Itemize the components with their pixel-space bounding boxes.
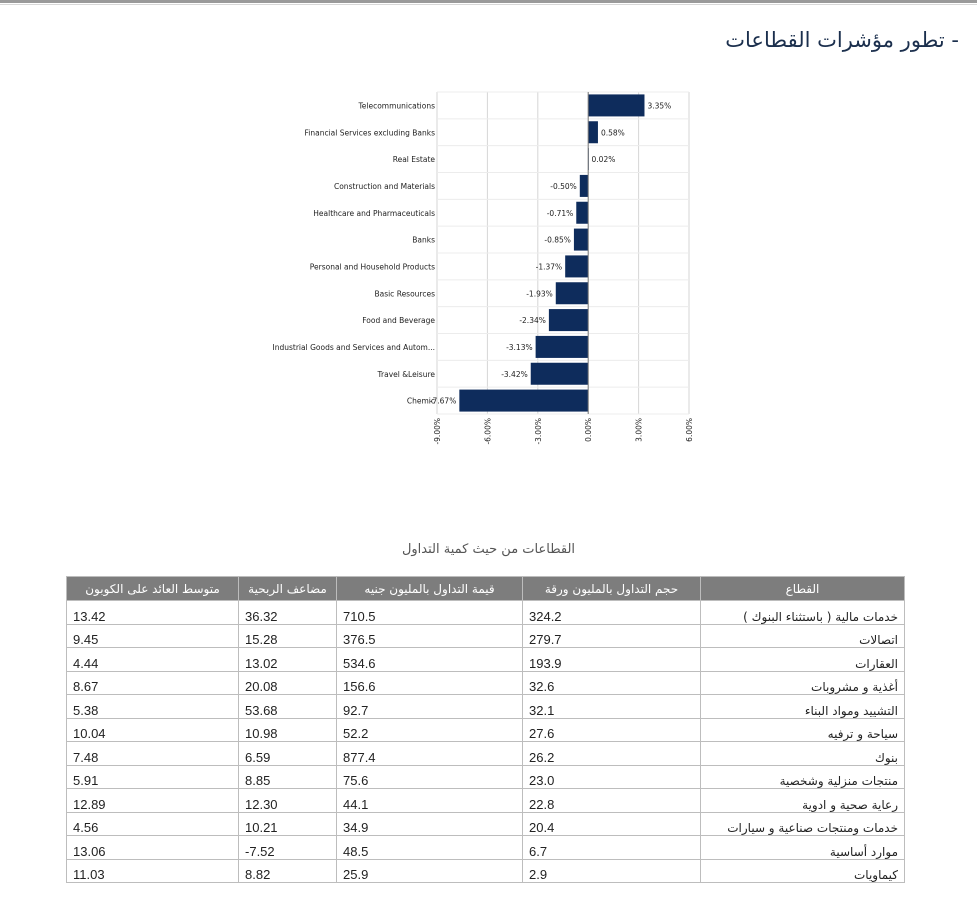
bar [576, 202, 588, 224]
category-label: Travel &Leisure [377, 369, 435, 379]
value-label: 0.58% [600, 128, 625, 138]
cell-yield: 8.67 [67, 671, 239, 695]
cell-sector: كيماويات [701, 859, 905, 883]
cell-pe: 10.98 [239, 718, 337, 742]
value-label: -7.67% [429, 396, 457, 406]
cell-value: 534.6 [337, 648, 523, 672]
cell-value: 48.5 [337, 836, 523, 860]
cell-value: 710.5 [337, 601, 523, 625]
value-label: -3.13% [506, 342, 533, 352]
bar [536, 336, 589, 358]
table-row [67, 624, 905, 648]
value-label: -0.71% [546, 208, 574, 218]
cell-pe: 8.85 [239, 765, 337, 789]
category-label: Chemic [406, 396, 435, 406]
cell-yield: 4.44 [67, 648, 239, 672]
tick-label: -3.00% [533, 418, 543, 445]
cell-sector: بنوك [701, 742, 905, 766]
cell-volume: 23.0 [523, 765, 701, 789]
tick-label: 3.00% [634, 418, 644, 442]
cell-pe: 13.02 [239, 648, 337, 672]
header-yield: متوسط العائد على الكوبون [67, 577, 239, 601]
cell-sector: سياحة و ترفيه [701, 718, 905, 742]
category-label: Real Estate [392, 155, 435, 165]
bar [574, 229, 588, 251]
cell-pe: 10.21 [239, 812, 337, 836]
value-label: 0.02% [591, 155, 616, 165]
cell-volume: 193.9 [523, 648, 701, 672]
header-volume: حجم التداول بالمليون ورقة [523, 577, 701, 601]
table-caption: القطاعات من حيث كمية التداول [401, 542, 576, 557]
cell-yield: 13.06 [67, 836, 239, 860]
cell-sector: أغذية و مشروبات [701, 671, 905, 695]
cell-sector: رعاية صحية و ادوية [701, 789, 905, 813]
cell-yield: 11.03 [67, 859, 239, 883]
cell-pe: 20.08 [239, 671, 337, 695]
category-label: Industrial Goods and Services and Autom... [272, 342, 435, 352]
cell-volume: 32.1 [523, 695, 701, 719]
value-label: 3.35% [647, 101, 672, 111]
cell-pe: 15.28 [239, 624, 337, 648]
cell-volume: 26.2 [523, 742, 701, 766]
category-label: Banks [412, 235, 435, 245]
cell-value: 44.1 [337, 789, 523, 813]
cell-value: 376.5 [337, 624, 523, 648]
table-row [67, 812, 905, 836]
cell-pe: 6.59 [239, 742, 337, 766]
header-sector: القطاع [701, 577, 905, 601]
category-label: Personal and Household Products [309, 262, 435, 272]
value-label: -1.37% [535, 262, 563, 272]
table-row [67, 671, 905, 695]
bar [556, 282, 588, 304]
tick-label: 6.00% [685, 418, 694, 442]
header-pe: مضاعف الربحية [239, 577, 337, 601]
cell-sector: العقارات [701, 648, 905, 672]
tick-label: -9.00% [433, 418, 442, 445]
tick-label: -6.00% [483, 418, 493, 445]
cell-value: 75.6 [337, 765, 523, 789]
cell-yield: 5.91 [67, 765, 239, 789]
category-label: Construction and Materials [333, 181, 435, 191]
bar [565, 255, 588, 277]
value-label: -1.93% [526, 289, 553, 299]
top-border-shadow [0, 4, 977, 5]
cell-volume: 2.9 [523, 859, 701, 883]
cell-sector: خدمات ومنتجات صناعية و سيارات [701, 812, 905, 836]
cell-sector: خدمات مالية ( باستثناء البنوك ) [701, 601, 905, 625]
cell-volume: 27.6 [523, 718, 701, 742]
category-label: Telecommunications [358, 101, 435, 111]
cell-pe: 36.32 [239, 601, 337, 625]
table-row [67, 742, 905, 766]
cell-volume: 22.8 [523, 789, 701, 813]
value-label: -3.42% [501, 369, 528, 379]
cell-pe: 53.68 [239, 695, 337, 719]
cell-yield: 4.56 [67, 812, 239, 836]
bar [459, 390, 588, 412]
cell-yield: 13.42 [67, 601, 239, 625]
cell-sector: التشييد ومواد البناء [701, 695, 905, 719]
cell-volume: 6.7 [523, 836, 701, 860]
cell-pe: 8.82 [239, 859, 337, 883]
bar [531, 363, 588, 385]
cell-yield: 12.89 [67, 789, 239, 813]
table-row [67, 789, 905, 813]
table-row [67, 648, 905, 672]
bar [580, 175, 588, 197]
bar [549, 309, 588, 331]
bar [588, 121, 598, 143]
cell-yield: 5.38 [67, 695, 239, 719]
sector-performance-chart [0, 80, 977, 480]
table-row [67, 859, 905, 883]
cell-volume: 20.4 [523, 812, 701, 836]
cell-volume: 279.7 [523, 624, 701, 648]
category-label: Healthcare and Pharmaceuticals [313, 208, 435, 218]
cell-value: 25.9 [337, 859, 523, 883]
cell-sector: موارد أساسية [701, 836, 905, 860]
header-value: قيمة التداول بالمليون جنيه [337, 577, 523, 601]
category-label: Basic Resources [374, 289, 435, 299]
sectors-table [66, 576, 905, 883]
cell-sector: اتصالات [701, 624, 905, 648]
cell-pe: 7.52- [239, 836, 337, 860]
table-row [67, 601, 905, 625]
tick-label: 0.00% [584, 418, 594, 442]
page-title: - تطور مؤشرات القطاعات [725, 28, 959, 52]
cell-volume: 32.6 [523, 671, 701, 695]
category-label: Financial Services excluding Banks [304, 128, 435, 138]
cell-value: 34.9 [337, 812, 523, 836]
table-row [67, 695, 905, 719]
cell-yield: 10.04 [67, 718, 239, 742]
value-label: -0.50% [550, 181, 577, 191]
cell-yield: 7.48 [67, 742, 239, 766]
value-label: -0.85% [544, 235, 571, 245]
cell-value: 52.2 [337, 718, 523, 742]
cell-value: 156.6 [337, 671, 523, 695]
cell-volume: 324.2 [523, 601, 701, 625]
table-header-row [67, 577, 905, 601]
cell-sector: منتجات منزلية وشخصية [701, 765, 905, 789]
category-label: Food and Beverage [362, 316, 435, 326]
cell-value: 92.7 [337, 695, 523, 719]
cell-pe: 12.30 [239, 789, 337, 813]
table-row [67, 836, 905, 860]
value-label: -2.34% [519, 316, 546, 326]
bar [588, 94, 644, 116]
cell-yield: 9.45 [67, 624, 239, 648]
cell-value: 877.4 [337, 742, 523, 766]
table-row [67, 718, 905, 742]
table-row [67, 765, 905, 789]
top-border [0, 0, 977, 3]
